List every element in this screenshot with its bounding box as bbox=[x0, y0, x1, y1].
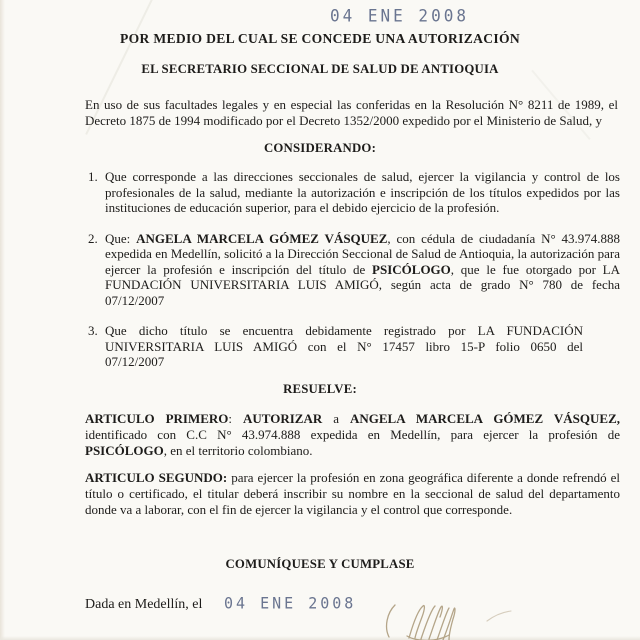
item-number: 3. bbox=[88, 323, 98, 338]
scan-edge-bottom bbox=[0, 636, 640, 640]
issued-line: Dada en Medellín, el bbox=[85, 597, 203, 612]
scan-edge-left bbox=[0, 0, 5, 640]
resuelve-heading: RESUELVE: bbox=[283, 381, 357, 396]
considerando-list bbox=[0, 169, 640, 370]
list-item bbox=[88, 169, 620, 216]
date-stamp-top: 04 ENE 2008 bbox=[330, 5, 469, 26]
closing-heading: COMUNÍQUESE Y CUMPLASE bbox=[225, 557, 415, 571]
item-number: 1. bbox=[88, 169, 98, 184]
issuer-heading: EL SECRETARIO SECCIONAL DE SALUD DE ANTIOQUIA bbox=[141, 62, 499, 76]
list-item bbox=[88, 323, 620, 370]
intro-paragraph: En uso de sus facultades legales y en especial las conferidas en la Resolución N° 8211 de 1989, el Decreto 1875 de 1994 modificado por el Decreto 1352/2000 expedido por el Ministerio de Salud, y bbox=[85, 97, 618, 128]
list-item bbox=[88, 231, 620, 309]
item-text: Que: ANGELA MARCELA GÓMEZ VÁSQUEZ, con cédula de ciudadanía N° 43.974.888 expedida en Medellín, solicitó a la Dirección Seccional de Salud de Antioquia, la autorización para ejercer la profesión e inscripción del título de PSICÓLOGO, que le fue otorgado por LA FUNDACIÓN UNIVERSITARIA LUIS AMIGÓ, según acta de grado N° 780 de fecha 07/12/2007 bbox=[105, 230, 620, 308]
considerando-heading: CONSIDERANDO: bbox=[263, 141, 377, 155]
document-title: POR MEDIO DEL CUAL SE CONCEDE UNA AUTORIZACIÓN bbox=[120, 31, 520, 46]
item-number: 2. bbox=[88, 230, 98, 246]
date-stamp-bottom: 04 ENE 2008 bbox=[224, 593, 357, 613]
article-segundo-paragraph: ARTICULO SEGUNDO: para ejercer la profesión en zona geográfica diferente a donde refrendó el título o certificado, el titular deberá inscribir su nombre en la seccional de salud del departamento donde va a laborar, con el fin de ejercer la vigilancia y el control que corresponde. bbox=[85, 469, 620, 517]
article-primero-paragraph: ARTICULO PRIMERO: AUTORIZAR a ANGELA MARCELA GÓMEZ VÁSQUEZ, identificado con C.C N° 43.974.888 expedida en Medellín, para ejercer la profesión de PSICÓLOGO, en el territorio colombiano. bbox=[85, 410, 620, 458]
item-text: Que dicho título se encuentra debidamente registrado por LA FUNDACIÓN UNIVERSITARIA LUIS AMIGÓ con el N° 17457 libro 15-P folio 0650 del 07/12/2007 bbox=[105, 323, 583, 369]
signature-scribble bbox=[383, 597, 543, 640]
item-text: Que corresponde a las direcciones seccionales de salud, ejercer la vigilancia y control de los profesionales de la salud, mediante la autorización e inscripción de los títulos expedidos por las instituciones de educación superior, para el debido ejercicio de la profesión. bbox=[105, 169, 620, 215]
